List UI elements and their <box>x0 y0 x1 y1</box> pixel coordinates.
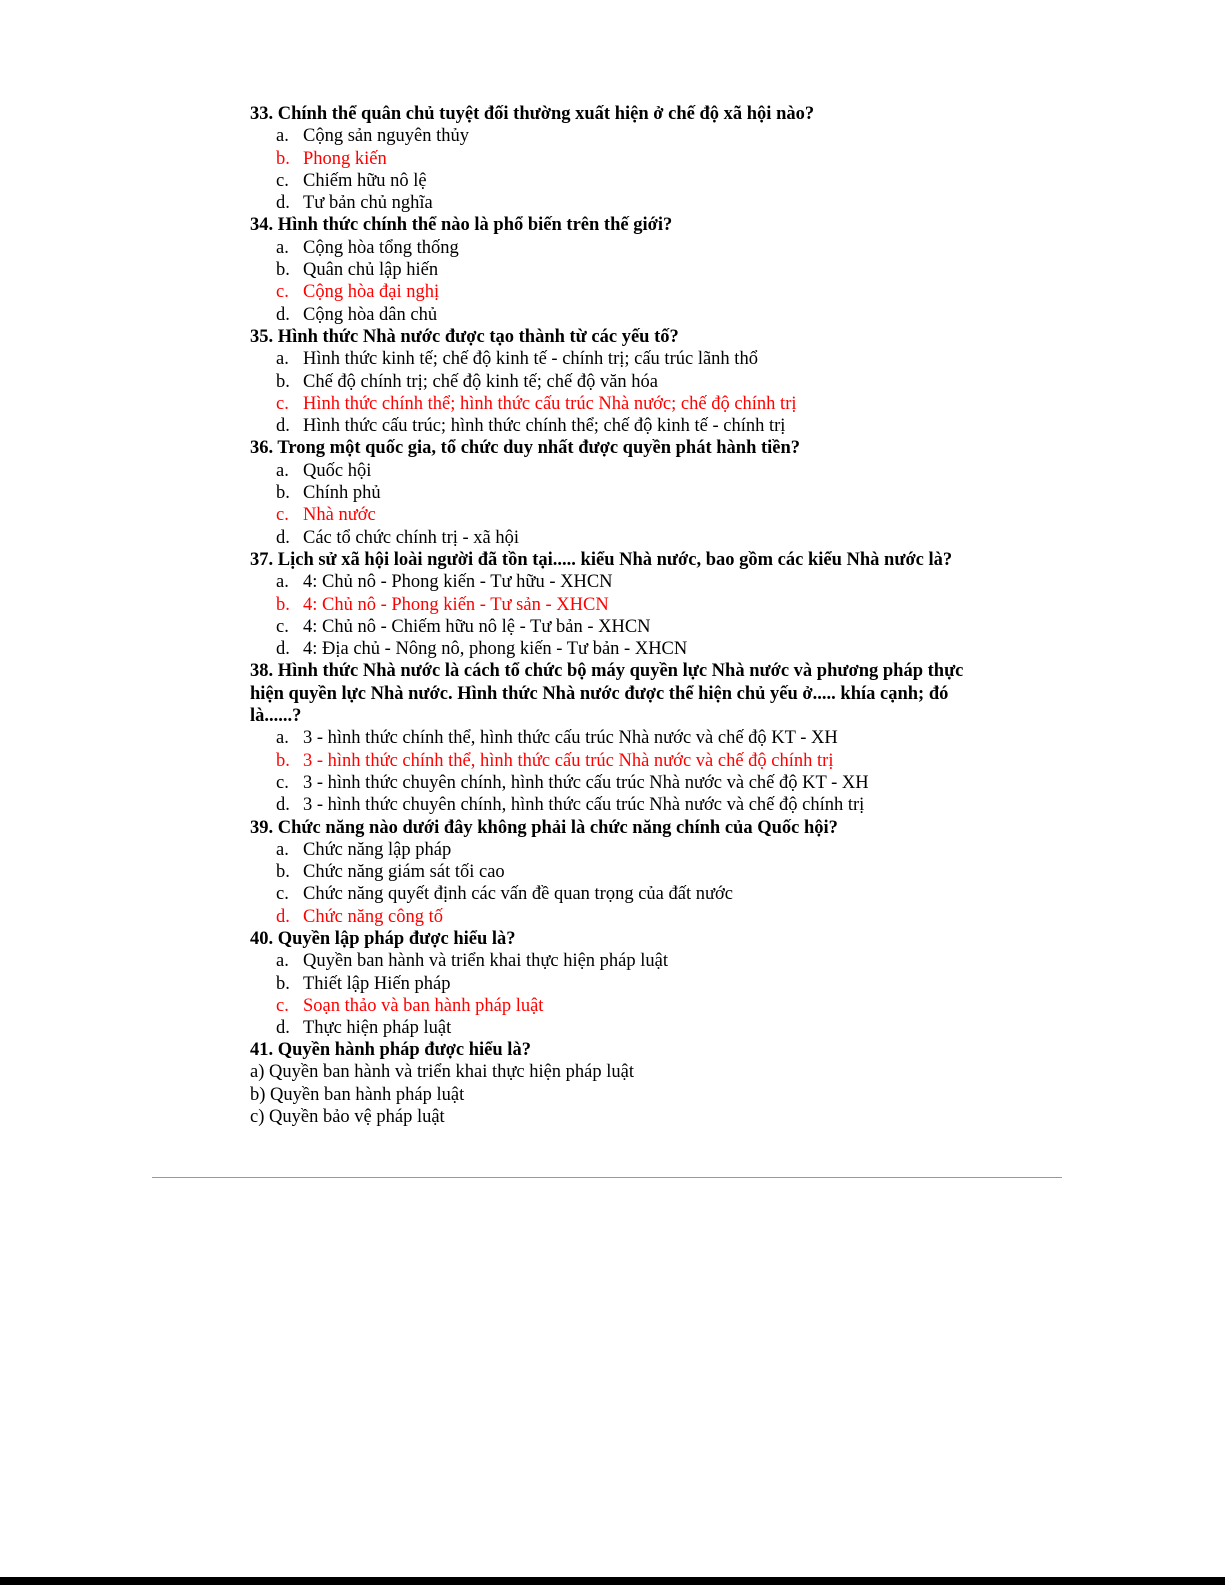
correct-answer-option <box>250 393 965 415</box>
answer-option <box>250 794 965 816</box>
option-letter: d. <box>276 906 290 927</box>
option-text: 3 - hình thức chuyên chính, hình thức cấu trúc Nhà nước và chế độ chính trị <box>303 795 865 816</box>
question-title: 40. Quyền lập pháp được hiểu là? <box>250 928 516 949</box>
answer-option <box>250 482 965 504</box>
answer-option <box>250 950 965 972</box>
correct-answer-option <box>250 995 965 1017</box>
answer-option <box>250 727 965 749</box>
option-text: 4: Chủ nô - Phong kiến - Tư sản - XHCN <box>303 594 609 615</box>
option-text: Cộng sản nguyên thủy <box>303 126 469 147</box>
option-text: Cộng hòa đại nghị <box>303 282 440 303</box>
answer-option <box>250 883 965 905</box>
correct-answer-option <box>250 906 965 928</box>
option-letter: c. <box>276 393 289 414</box>
option-letter: b. <box>276 483 290 504</box>
option-letter: c. <box>276 616 289 637</box>
option-letter: d. <box>276 1018 290 1039</box>
option-text: Các tổ chức chính trị - xã hội <box>303 527 520 548</box>
correct-answer-option <box>250 504 965 526</box>
question-option-plain: a) Quyền ban hành và triển khai thực hiện pháp luật <box>250 1062 635 1083</box>
option-text: Quân chủ lập hiến <box>303 260 439 281</box>
option-text: 3 - hình thức chính thể, hình thức cấu trúc Nhà nước và chế độ KT - XH <box>303 728 838 749</box>
option-text: 4: Chủ nô - Chiếm hữu nô lệ - Tư bản - XHCN <box>303 616 651 637</box>
question-41-block <box>250 1039 965 1128</box>
option-text: Chức năng công tố <box>303 906 444 927</box>
option-text: Cộng hòa tổng thống <box>303 237 459 258</box>
answer-option <box>250 415 965 437</box>
option-letter: d. <box>276 639 290 660</box>
option-text: Chiếm hữu nô lệ <box>303 170 427 191</box>
option-text: Cộng hòa dân chủ <box>303 304 438 325</box>
answer-option <box>250 638 965 660</box>
option-letter: d. <box>276 193 290 214</box>
question-title: 37. Lịch sử xã hội loài người đã tồn tại..... kiểu Nhà nước, bao gồm các kiểu Nhà nước là? <box>250 549 953 570</box>
answer-option <box>250 1017 965 1039</box>
option-letter: b. <box>276 260 290 281</box>
correct-answer-option <box>250 281 965 303</box>
option-text: Hình thức chính thể; hình thức cấu trúc Nhà nước; chế độ chính trị <box>303 393 797 414</box>
answer-option <box>250 192 965 214</box>
answer-option <box>250 304 965 326</box>
option-letter: a. <box>276 728 289 749</box>
answer-option <box>250 571 965 593</box>
question-option-plain: c) Quyền bảo vệ pháp luật <box>250 1106 445 1127</box>
answer-option <box>250 237 965 259</box>
answer-option <box>250 259 965 281</box>
question-title: 41. Quyền hành pháp được hiểu là? <box>250 1040 531 1060</box>
option-text: Quốc hội <box>303 460 372 481</box>
answer-option <box>250 460 965 482</box>
option-letter: a. <box>276 460 289 481</box>
quiz-content <box>250 103 965 1039</box>
option-letter: a. <box>276 839 289 860</box>
option-text: Hình thức cấu trúc; hình thức chính thể; chế độ kinh tế - chính trị <box>303 416 786 437</box>
option-letter: b. <box>276 750 290 771</box>
option-letter: c. <box>276 884 289 905</box>
option-text: Chính phủ <box>303 483 381 504</box>
option-letter: c. <box>276 505 289 526</box>
question-title: 39. Chức năng nào dưới đây không phải là chức năng chính của Quốc hội? <box>250 817 838 838</box>
option-text: 4: Chủ nô - Phong kiến - Tư hữu - XHCN <box>303 572 613 593</box>
option-text: 4: Địa chủ - Nông nô, phong kiến - Tư bản - XHCN <box>303 639 688 660</box>
option-letter: a. <box>276 237 289 258</box>
option-text: Chức năng quyết định các vấn đề quan trọng của đất nước <box>303 884 734 905</box>
answer-option <box>250 861 965 883</box>
option-letter: b. <box>276 973 290 994</box>
option-text: Soạn thảo và ban hành pháp luật <box>303 995 544 1016</box>
question-title: 33. Chính thể quân chủ tuyệt đối thường xuất hiện ở chế độ xã hội nào? <box>250 104 815 124</box>
option-text: Thiết lập Hiến pháp <box>303 973 451 994</box>
answer-option <box>250 772 965 794</box>
option-letter: d. <box>276 795 290 816</box>
option-text: Quyền ban hành và triển khai thực hiện pháp luật <box>303 951 669 972</box>
option-letter: d. <box>276 416 290 437</box>
option-letter: a. <box>276 126 289 147</box>
option-letter: c. <box>276 282 289 303</box>
question-title: 38. Hình thức Nhà nước là cách tổ chức bộ máy quyền lực Nhà nước và phương pháp thực hiện quyền lực Nhà nước. Hình thức Nhà nước được thể hiện chủ yếu ở..... khía cạnh; đó là......? <box>250 661 964 727</box>
answer-option <box>250 170 965 192</box>
correct-answer-option <box>250 594 965 616</box>
question-title: 36. Trong một quốc gia, tổ chức duy nhất được quyền phát hành tiền? <box>250 438 801 459</box>
option-letter: a. <box>276 951 289 972</box>
page-bottom-edge <box>0 1577 1225 1585</box>
option-text: Phong kiến <box>303 148 387 169</box>
option-text: Chế độ chính trị; chế độ kinh tế; chế độ văn hóa <box>303 371 659 392</box>
correct-answer-option <box>250 750 965 772</box>
correct-answer-option <box>250 148 965 170</box>
option-text: Nhà nước <box>303 505 376 526</box>
option-letter: a. <box>276 349 289 370</box>
option-letter: b. <box>276 862 290 883</box>
option-text: 3 - hình thức chuyên chính, hình thức cấu trúc Nhà nước và chế độ KT - XH <box>303 772 869 793</box>
answer-option <box>250 527 965 549</box>
question-title: 34. Hình thức chính thể nào là phổ biến trên thế giới? <box>250 215 673 236</box>
question-title: 35. Hình thức Nhà nước được tạo thành từ các yếu tố? <box>250 326 679 347</box>
option-letter: c. <box>276 995 289 1016</box>
option-letter: c. <box>276 772 289 793</box>
answer-option <box>250 973 965 995</box>
option-text: Hình thức kinh tế; chế độ kinh tế - chính trị; cấu trúc lãnh thổ <box>303 349 758 370</box>
option-text: Chức năng giám sát tối cao <box>303 862 505 883</box>
option-letter: b. <box>276 148 290 169</box>
answer-option <box>250 125 965 147</box>
option-letter: b. <box>276 594 290 615</box>
option-text: Thực hiện pháp luật <box>303 1018 452 1039</box>
page-divider <box>152 1177 1062 1178</box>
question-option-plain: b) Quyền ban hành pháp luật <box>250 1084 465 1105</box>
answer-option <box>250 348 965 370</box>
answer-option <box>250 839 965 861</box>
option-letter: d. <box>276 304 290 325</box>
option-letter: c. <box>276 170 289 191</box>
answer-option <box>250 371 965 393</box>
answer-option <box>250 616 965 638</box>
option-text: Chức năng lập pháp <box>303 839 452 860</box>
option-letter: a. <box>276 572 289 593</box>
option-letter: b. <box>276 371 290 392</box>
option-letter: d. <box>276 527 290 548</box>
option-text: Tư bản chủ nghĩa <box>303 193 433 214</box>
option-text: 3 - hình thức chính thể, hình thức cấu trúc Nhà nước và chế độ chính trị <box>303 750 834 771</box>
